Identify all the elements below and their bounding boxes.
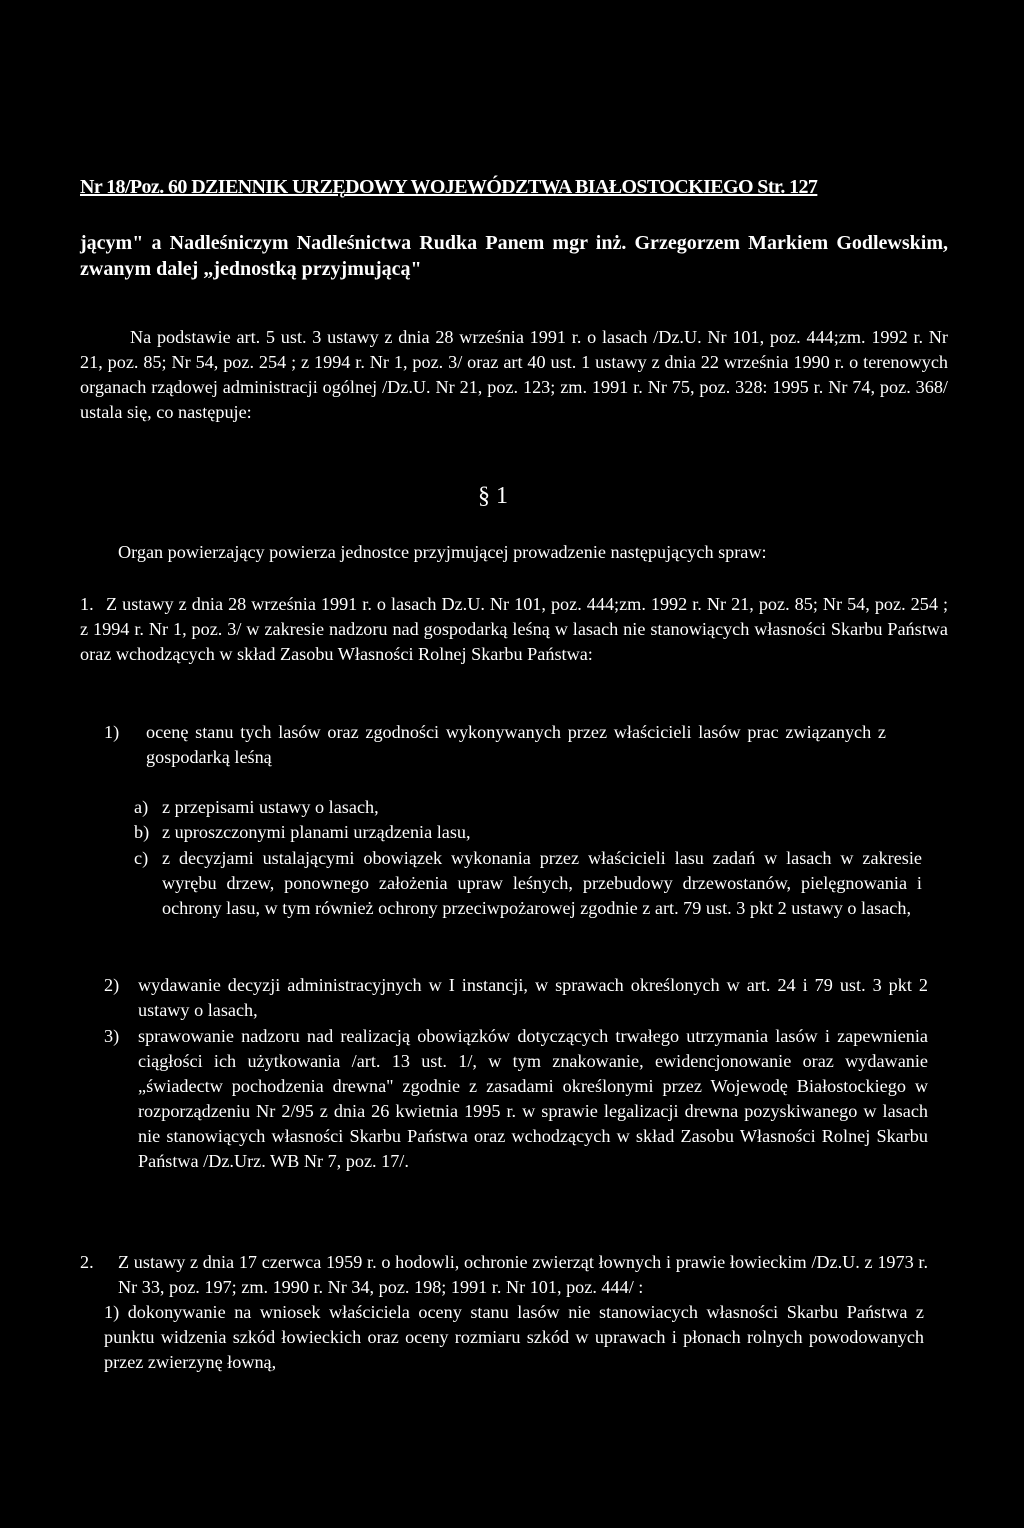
item-number: 2) (104, 975, 120, 995)
list-item-text: z decyzjami ustalającymi obowiązek wykonania przez właścicieli lasu zadań w lasach w zakresie wyrębu drzew, ponownego założenia upraw leśnych, przebudowy drzewostanów, pielęgnowania i ochrony lasu, w tym również ochrony przeciwpożarowej zgodnie z art. 79 ust. 3 pkt 2 ustawy o lasach, (162, 848, 922, 918)
item-number: 3) (104, 1026, 120, 1046)
section-intro: Organ powierzający powierza jednostce przyjmującej prowadzenie następujących spraw: (118, 542, 767, 562)
list-item-text: Z ustawy z dnia 28 września 1991 r. o lasach Dz.U. Nr 101, poz. 444;zm. 1992 r. Nr 21, poz. 85; Nr 54, poz. 254 ; z 1994 r. Nr 1, poz. 3/ w zakresie nadzoru nad gospodarką leśną w lasach nie stanowiących własności Skarbu Państwa oraz wchodzących w skład Zasobu Własności Rolnej Skarbu Państwa: (80, 594, 948, 664)
list-item-text: z uproszczonymi planami urządzenia lasu, (162, 822, 471, 842)
list-item-text: z przepisami ustawy o lasach, (162, 797, 379, 817)
list-item-text: ocenę stanu tych lasów oraz zgodności wykonywanych przez właścicieli lasów prac związanych z gospodarką leśną (146, 722, 886, 767)
list-item-text: Z ustawy z dnia 17 czerwca 1959 r. o hodowli, ochronie zwierząt łownych i prawie łowieckim /Dz.U. z 1973 r. Nr 33, poz. 197; zm. 1990 r. Nr 34, poz. 198; 1991 r. Nr 101, poz. 444/ : (118, 1252, 928, 1297)
page-header: Nr 18/Poz. 60 DZIENNIK URZĘDOWY WOJEWÓDZTWA BIAŁOSTOCKIEGO Str. 127 (80, 176, 818, 198)
item-number: 1. (80, 594, 94, 614)
preamble-paragraph: Na podstawie art. 5 ust. 3 ustawy z dnia 28 września 1991 r. o lasach /Dz.U. Nr 101, poz. 444;zm. 1992 r. Nr 21, poz. 85; Nr 54, poz. 254 ; z 1994 r. Nr 1, poz. 3/ oraz art 40 ust. 1 ustawy z dnia 22 września 1990 r. o terenowych organach rządowej administracji ogólnej /Dz.U. Nr 21, poz. 123; zm. 1991 r. Nr 75, poz. 328: 1995 r. Nr 74, poz. 368/ ustala się, co następuje: (80, 327, 948, 422)
section-mark: § 1 (478, 483, 508, 509)
item-number: 2. (80, 1252, 94, 1272)
item-number: c) (134, 848, 149, 868)
item-number: a) (134, 797, 149, 817)
list-item-last (104, 1300, 924, 1375)
list-item-text: sprawowanie nadzoru nad realizacją obowiązków dotyczących trwałego utrzymania lasów i zapewnienia ciągłości ich użytkowania /art. 13 ust. 1/, w tym znakowanie, ewidencjonowanie oraz wydawanie „świadectw pochodzenia drewna" zgodnie z zasadami określonymi przez Wojewodę Białostockiego w rozporządzeniu Nr 2/95 z dnia 26 kwietnia 1995 r. w sprawie legalizacji drewna pozyskiwanego w lasach nie stanowiących własności Skarbu Państwa oraz wchodzących w skład Zasobu Własności Rolnej Skarbu Państwa /Dz.Urz. WB Nr 7, poz. 17/. (138, 1026, 928, 1171)
list-item-text: dokonywanie na wniosek właściciela oceny stanu lasów nie stanowiacych własności Skarbu Państwa z punktu widzenia szkód łowieckich oraz oceny rozmiaru szkód w uprawach i płonach rolnych powodowanych przez zwierzynę łowną, (104, 1302, 924, 1372)
item-number: 1) (104, 1302, 120, 1322)
list-item-text: wydawanie decyzji administracyjnych w I instancji, w sprawach określonych w art. 24 i 79 ust. 3 pkt 2 ustawy o lasach, (138, 975, 928, 1020)
item-number: 1) (104, 722, 120, 742)
intro-paragraph: jącym" a Nadleśniczym Nadleśnictwa Rudka Panem mgr inż. Grzegorzem Markiem Godlewskim, zwanym dalej „jednostką przyjmującą" (80, 232, 948, 280)
item-number: b) (134, 822, 150, 842)
